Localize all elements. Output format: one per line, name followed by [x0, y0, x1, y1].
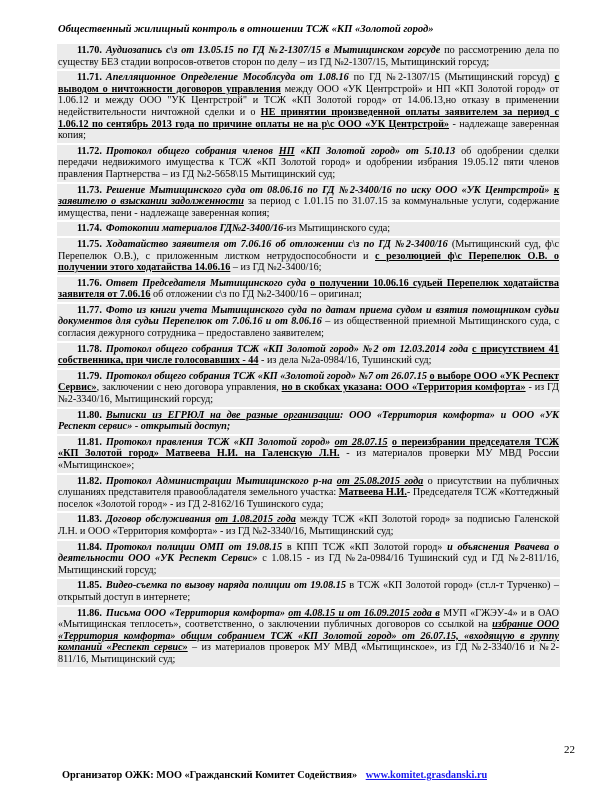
- item-text: Апелляционное Определение Мособлсуда от 1.08.16: [105, 72, 349, 84]
- list-item: [57, 71, 560, 143]
- item-text: – из ГД №2-3400/16;: [230, 262, 322, 274]
- item-number: 11.74.: [77, 223, 102, 235]
- list-item: [57, 343, 560, 368]
- item-text: - Председателя ТСЖ «Коттеджный поселок «Золотой город» - из ГД 2-8162/16 Тушинского суда;: [58, 487, 559, 510]
- list-item: [57, 607, 560, 667]
- item-number: 11.86.: [77, 607, 102, 619]
- item-number: 11.82.: [77, 475, 102, 487]
- item-number: 11.71.: [77, 72, 102, 84]
- item-text: Протокол общего собрания членов: [105, 145, 279, 157]
- item-text: (Мытищинский суд, ф\с Перепелюк О.В.), с приложенным листком нетрудоспособности и: [58, 238, 559, 262]
- item-text: - из материалов проверки МУ МВД России «Мытищинское»;: [58, 448, 559, 471]
- item-number: 11.81.: [77, 436, 102, 448]
- item-text: - из дела №2а-0984/16, Тушинский суд;: [258, 355, 432, 367]
- item-text: Протокол общего собрания ТСЖ «КП Золотой город» №2 от 12.03.2014 года: [105, 343, 473, 355]
- item-text: Протокол полиции ОМП от 19.08.15: [105, 541, 283, 553]
- item-text: - из ГД №2-3340/16, Мытищинский горсуд;: [58, 382, 560, 406]
- footer-link[interactable]: www.komitet.grasdanski.ru: [365, 770, 488, 781]
- item-number: 11.78.: [77, 343, 102, 355]
- item-text: Видео-съемка по вызову наряда полиции от 19.08.15: [105, 580, 346, 592]
- item-text: -из Мытищинского суда;: [283, 223, 391, 235]
- item-text: в ТСЖ «КП Золотой город» (ст.л-т Турченко) – открытый доступ в интернете;: [58, 580, 559, 603]
- item-text: по рассмотрению дела по существу БЕЗ стадии вопросов-ответов сторон по делу – из ГД №2-1307/15, Мытищинский горсуд;: [58, 45, 559, 68]
- item-text: между ООО «УК Центрстрой» и НП «КП Золотой город» от 1.06.12 и между ООО "УК Центрстрой" и ТСЖ «КП Золотой город» от 14.06.13,но отказу в применении недействительности ничтожной сделки и о: [58, 83, 559, 118]
- item-number: 11.75.: [77, 238, 102, 250]
- item-text: но в скобках указана: ООО «Территория комфорта»: [281, 382, 526, 394]
- item-text: Решение Мытищинского суда от 08.06.16 по ГД №2-3400/16 по иску ООО «УК Центрстрой»: [105, 184, 554, 196]
- item-text: МУП «ГЖЭУ-4» и в ОАО «Мытищинская теплосеть», соответственно, о заключении публичных договоров со ссылкой на: [58, 607, 560, 631]
- item-text: Аудиозапись с\з от 13.05.15 по ГД №2-1307/15 в Мытищинском горсуде: [105, 45, 441, 56]
- item-text: с резолюцией ф\с Перепелюк О.В. о получении этого ходатайства 14.06.16: [58, 250, 559, 274]
- item-text: об отложении с\з по ГД №2-3400/16 – оригинал;: [150, 289, 362, 301]
- item-number: 11.85.: [77, 580, 102, 592]
- item-text: об одобрении сделки передачи недвижимого имущества к ТСЖ «КП Золотой город» и одобрении избрания 19.05.12 пяти членов правления Партнерства – из ГД №2-5658\15 Мытищинский суд;: [58, 145, 559, 180]
- item-text: НЕ принятии произведенной оплаты заявителем за период с 1.06.12 по сентябрь 2013 года по причине оплаты не на р\с ООО «УК Центрстрой»: [58, 106, 559, 130]
- item-text: с 1.08.15 - из ГД №2а-0984/16 Тушинский суд и ГД №2-811/16, Мытищинский горсуд;: [58, 553, 559, 576]
- list-item: [57, 513, 560, 538]
- item-text: Выписки из ЕГРЮЛ на две разные организации: [105, 409, 340, 421]
- item-text: Протокол общего собрания ТСЖ «КП «Золотой город» №7 от 26.07.15: [105, 370, 430, 382]
- item-text: и объяснения Рвачева о деятельности ООО «УК Респект Сервис»: [58, 541, 559, 565]
- item-text: – из материалов проверок МУ МВД «Мытищинское», из ГД №2-3340/16 и №2-811/16, Мытищинский суд;: [58, 642, 560, 665]
- item-text: Ходатайство заявителя от 7.06.16 об отложении с\з по ГД №2-3400/16: [105, 238, 448, 250]
- list-item: [57, 409, 560, 434]
- list-item: [57, 277, 560, 302]
- item-number: 11.70.: [77, 45, 102, 56]
- list-item: [57, 579, 560, 604]
- item-text: за период с 1.01.15 по 31.07.15 за коммунальные услуги, содержание имущества, пени - надлежаще заверенная копия;: [58, 196, 559, 219]
- page-number: 22: [564, 744, 575, 756]
- page-footer: [62, 769, 487, 782]
- item-text: от 25.08.2015 года: [336, 475, 424, 487]
- evidence-list: [57, 44, 560, 737]
- item-text: по ГД №2-1307/15 (Мытищинский горсуд): [348, 72, 555, 84]
- item-text: о переизбрании председателя ТСЖ «КП Золотой город» Матвеева Н.И. на Галенскую Л.Н.: [58, 436, 560, 460]
- list-item: [57, 475, 560, 512]
- item-text: с выводом о ничтожности договоров управления: [58, 72, 560, 95]
- list-item: [57, 370, 560, 407]
- list-item: [57, 145, 560, 182]
- item-text: Протокол правления ТСЖ «КП Золотой город»: [105, 436, 335, 448]
- list-item: [57, 222, 560, 236]
- item-text: : ООО «Территория комфорта» и ООО «УК Респект сервис» - открытый доступ;: [58, 409, 559, 433]
- item-text: – из общественной приемной Мытищинского суда, с согласия дежурного сотрудника – предоставлено заявителем;: [58, 316, 560, 340]
- item-text: НП: [278, 145, 295, 157]
- item-text: к заявителю о взыскании задолженности: [58, 184, 559, 208]
- item-text: Фото из книги учета Мытищинского суда по датам приема судом и взятия помощником судьи документов для судьи Перепелюк от 7.06.16 и от 8.06.16: [58, 304, 559, 328]
- item-number: 11.83.: [77, 514, 102, 526]
- footer-organizer: Организатор ОЖК: МОО «Гражданский Комитет Содействия»: [62, 770, 358, 781]
- item-text: - надлежаще заверенная копия;: [58, 118, 559, 142]
- list-item: [57, 238, 560, 275]
- item-number: 11.79.: [77, 370, 102, 382]
- item-text: от 28.07.15: [334, 436, 388, 448]
- item-text: избрание ООО «Территория комфорта» общим собранием ТСЖ «КП Золотой город» от 26.07.15, «входящую в группу компаний «Респект сервис»: [58, 619, 559, 654]
- item-number: 11.77.: [77, 304, 102, 316]
- item-number: 11.76.: [77, 277, 102, 289]
- item-text: с присутствием 41 собственника, при числе голосовавших - 44: [58, 343, 559, 367]
- item-number: 11.80.: [77, 409, 102, 421]
- item-text: Матвеева Н.И.: [338, 487, 407, 499]
- item-text: Фотокопии материалов ГД№2-3400/16: [105, 223, 284, 235]
- item-text: Ответ Председателя Мытищинского суда: [105, 277, 311, 289]
- item-number: 11.84.: [77, 541, 102, 553]
- item-text: о присутствии на публичных слушаниях представителя правообладателя земельного участка:: [58, 475, 560, 499]
- item-text: Протокол Администрации Мытищинского р-на: [105, 475, 337, 487]
- item-number: 11.73.: [77, 184, 102, 196]
- item-text: от 1.08.2015 года: [215, 514, 296, 526]
- item-text: «КП Золотой город» от 5.10.13: [294, 145, 456, 157]
- item-number: 11.72.: [77, 145, 102, 157]
- item-text: о получении 10.06.16 судьей Перепелюк ходатайства заявителя от 7.06.16: [58, 277, 559, 301]
- list-item: [57, 304, 560, 341]
- list-item: [57, 541, 560, 578]
- item-text: между ТСЖ «КП Золотой город» за подписью Галенской Л.Н. и ООО «Территория комфорта» - из ГД №2-3340/16, Мытищинский суд;: [58, 514, 559, 537]
- page-header: Общественный жилищный контроль в отношении ТСЖ «КП «Золотой город»: [58, 24, 434, 35]
- item-text: Договор обслуживания: [105, 514, 216, 526]
- item-text: Письма ООО «Территория комфорта»: [105, 607, 289, 619]
- list-item: [57, 184, 560, 221]
- item-text: , заключении с нею договора управления,: [96, 382, 282, 394]
- item-text: в КПП ТСЖ «КП Золотой город»: [282, 541, 448, 553]
- item-text: о выборе ООО «УК Респект Сервис»: [58, 370, 559, 394]
- list-item: [57, 436, 560, 473]
- list-item: [57, 44, 560, 69]
- item-text: от 4.08.15 и от 16.09.2015 года в: [288, 607, 440, 619]
